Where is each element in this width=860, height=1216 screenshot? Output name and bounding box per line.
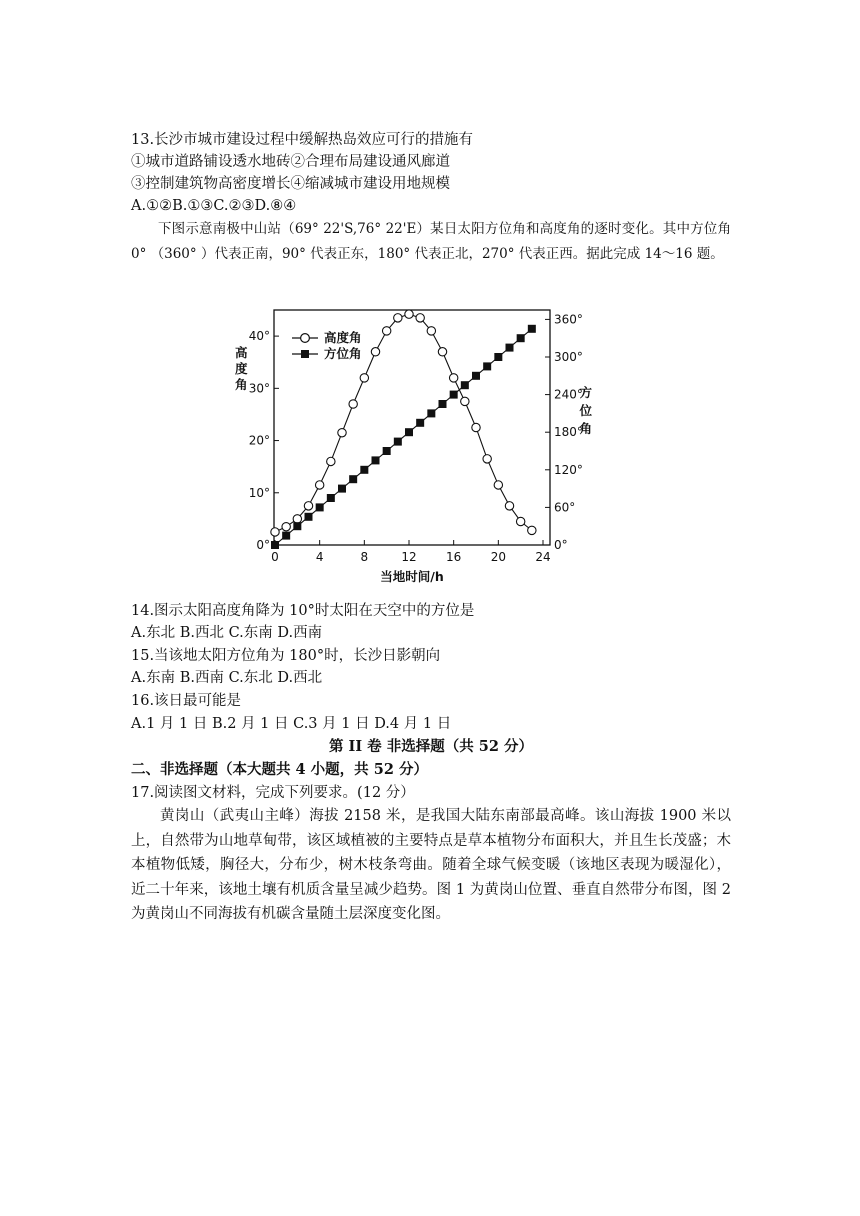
azimuth-point [271, 541, 279, 549]
azimuth-point [494, 353, 502, 361]
azimuth-point [316, 503, 324, 511]
azimuth-point [372, 456, 380, 464]
q14-choices: A.东北 B.西北 C.东南 D.西南 [131, 625, 323, 641]
x-tick-label: 24 [535, 550, 551, 564]
altitude-point [449, 374, 457, 382]
altitude-point [304, 502, 312, 510]
altitude-line [275, 314, 532, 532]
q16-choices: A.1 月 1 日 B.2 月 1 日 C.3 月 1 日 D.4 月 1 日 [131, 716, 452, 732]
part2-title: 第 II 卷 非选择题（共 52 分） [329, 738, 533, 755]
azimuth-point [305, 513, 313, 521]
azimuth-point [416, 419, 424, 427]
y-left-label-char: 角 [235, 377, 248, 392]
altitude-point [528, 526, 536, 534]
y-right-tick-label: 120° [554, 462, 583, 477]
altitude-point [461, 397, 469, 405]
altitude-point [371, 348, 379, 356]
left-axis-title [235, 345, 248, 392]
y-right-label-char: 角 [579, 421, 592, 436]
altitude-point [494, 481, 502, 489]
y-right-label-char: 方 [579, 385, 592, 400]
x-tick-label: 12 [401, 550, 417, 564]
q13-stem: 13.长沙市城市建设过程中缓解热岛效应可行的措施有 [131, 132, 474, 148]
q13-options-line2: ③控制建筑物高密度增长④缩减城市建设用地规模 [131, 176, 450, 192]
altitude-point [438, 348, 446, 356]
x-tick-label: 0 [271, 550, 279, 564]
y-left-label-char: 度 [235, 361, 248, 376]
q13-choices: A.①②B.①③C.②③D.⑧④ [131, 198, 297, 214]
azimuth-point [405, 428, 413, 436]
altitude-point [505, 502, 513, 510]
x-tick-label: 8 [360, 550, 369, 564]
q15-stem: 15.当该地太阳方位角为 180°时，长沙日影朝向 [131, 648, 441, 664]
altitude-point [427, 327, 435, 335]
altitude-point [483, 455, 491, 463]
azimuth-point [360, 466, 368, 474]
q16-stem: 16.该日最可能是 [131, 693, 242, 709]
legend-circle-marker [301, 334, 310, 343]
sun-angle-chart [222, 297, 592, 589]
q17-stem: 17.阅读图文材料，完成下列要求。(12 分） [131, 785, 415, 801]
azimuth-point [338, 485, 346, 493]
chart-intro-paragraph: 下图示意南极中山站（69° 22'S,76° 22'E）某日太阳方位角和高度角的逐时变化。其中方位角0° （360° ）代表正南，90° 代表正东，180° 代表正北，270° 代表正西。据此完成 14～16 题。 [131, 221, 731, 262]
legend-azimuth: 方位角 [324, 346, 362, 361]
altitude-point [338, 429, 346, 437]
y-left-tick-label: 10° [248, 485, 270, 500]
altitude-point [282, 523, 290, 531]
azimuth-point [349, 475, 357, 483]
azimuth-point [427, 409, 435, 417]
legend-altitude: 高度角 [324, 330, 362, 345]
y-left-tick-label: 0° [256, 538, 270, 552]
altitude-point [394, 314, 402, 322]
azimuth-point [450, 391, 458, 399]
azimuth-point [506, 344, 514, 352]
azimuth-point [483, 362, 491, 370]
azimuth-point [383, 447, 391, 455]
azimuth-point [394, 438, 402, 446]
azimuth-point [461, 381, 469, 389]
altitude-point [416, 314, 424, 322]
azimuth-point [439, 400, 447, 408]
azimuth-point [528, 325, 536, 333]
azimuth-point [327, 494, 335, 502]
altitude-point [405, 310, 413, 318]
altitude-point [293, 515, 301, 523]
azimuth-point [472, 372, 480, 380]
y-right-label-char: 位 [579, 403, 592, 418]
x-tick-label: 4 [315, 550, 324, 564]
altitude-point [327, 457, 335, 465]
q14-stem: 14.图示太阳高度角降为 10°时太阳在天空中的方位是 [131, 603, 475, 619]
q17-material: 黄岗山（武夷山主峰）海拔 2158 米，是我国大陆东南部最高峰。该山海拔 1900 米以上，自然带为山地草甸带，该区域植被的主要特点是草本植物分布面积大，并且生长茂盛；木本植物低矮，胸径大，分布少，树木枝条弯曲。随着全球气候变暖（该地区表现为暖湿化），近二十年来，该地土壤有机质含量呈减少趋势。图 1 为黄岗山位置、垂直自然带分布图，图 2 为黄岗山不同海拔有机碳含量随土层深度变化图。 [131, 808, 731, 922]
y-left-tick-label: 30° [248, 381, 270, 396]
x-tick-label: 20 [490, 550, 506, 564]
y-right-tick-label: 0° [554, 538, 568, 552]
q13-options-line1: ①城市道路铺设透水地砖②合理布局建设通风廊道 [131, 154, 450, 170]
altitude-point [315, 481, 323, 489]
altitude-point [472, 423, 480, 431]
x-tick-label: 16 [446, 550, 462, 564]
azimuth-point [282, 532, 290, 540]
section2-heading: 二、非选择题（本大题共 4 小题，共 52 分） [131, 761, 428, 778]
azimuth-point [293, 522, 301, 530]
azimuth-line [275, 329, 532, 545]
y-right-tick-label: 240° [554, 387, 583, 402]
altitude-point [271, 528, 279, 536]
y-left-label-char: 高 [235, 345, 248, 360]
altitude-point [360, 374, 368, 382]
altitude-point [382, 327, 390, 335]
altitude-point [516, 517, 524, 525]
x-axis-label: 当地时间/h [380, 569, 444, 584]
azimuth-point [517, 334, 525, 342]
altitude-point [349, 400, 357, 408]
q15-choices: A.东南 B.西南 C.东北 D.西北 [131, 670, 323, 686]
legend [292, 330, 362, 361]
y-right-tick-label: 300° [554, 350, 583, 364]
legend-square-marker [301, 350, 309, 358]
right-axis-title [578, 385, 592, 436]
y-left-tick-label: 20° [248, 433, 270, 448]
y-left-tick-label: 40° [248, 329, 270, 344]
data-series [271, 310, 536, 549]
y-right-tick-label: 60° [554, 500, 576, 515]
y-right-tick-label: 360° [554, 312, 583, 327]
y-right-tick-label: 180° [554, 425, 583, 440]
